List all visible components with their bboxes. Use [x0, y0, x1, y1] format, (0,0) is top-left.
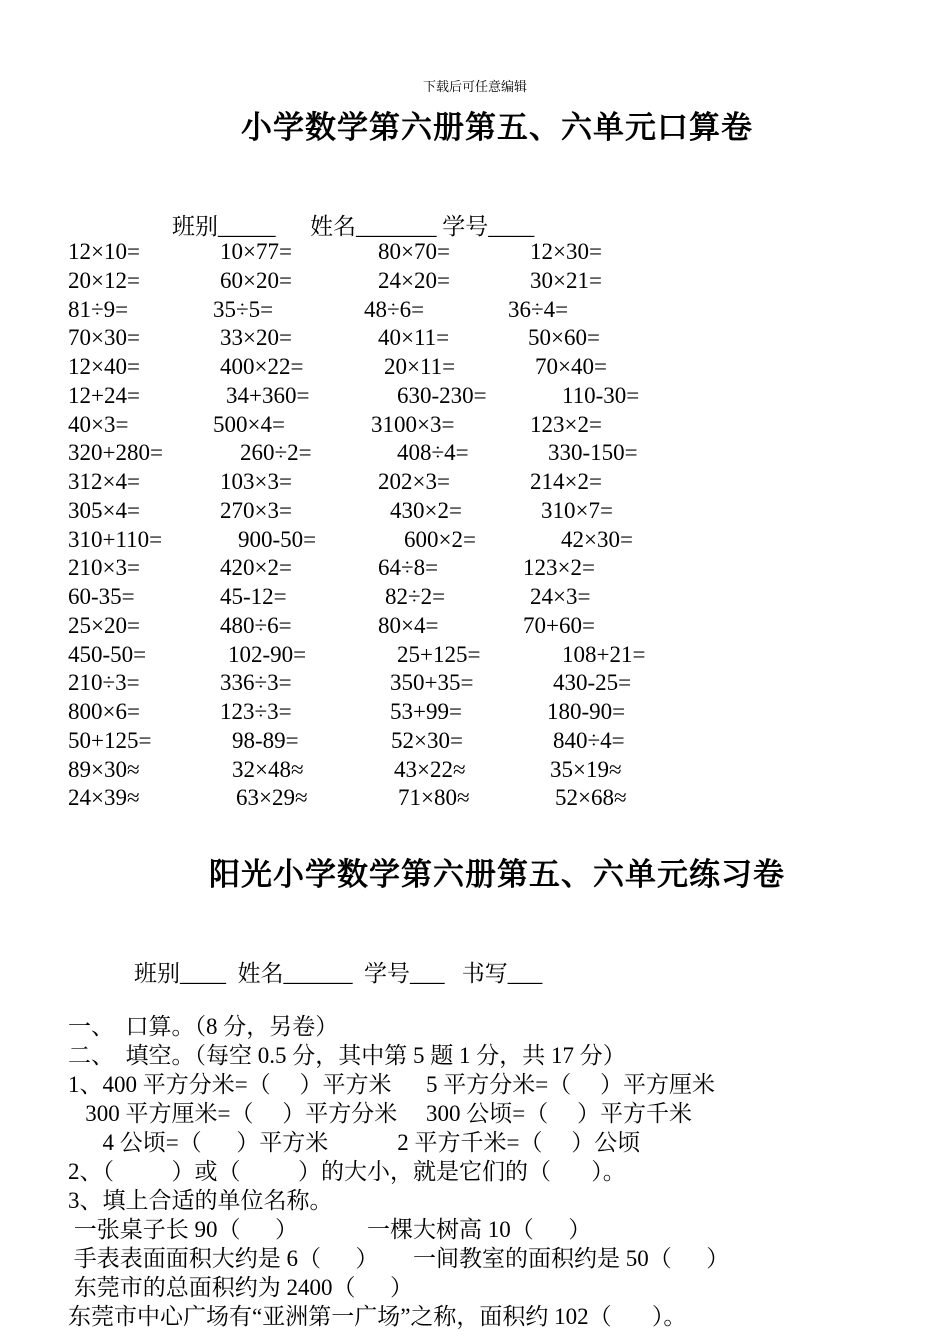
oral-problem: 310×7=: [541, 497, 613, 523]
oral-row: [0, 238, 950, 267]
oral-problem: 305×4=: [68, 497, 140, 523]
oral-problem: 48÷6=: [364, 296, 425, 322]
oral-problem: 24×39≈: [68, 785, 140, 811]
oral-problem: 320+280=: [68, 440, 163, 466]
question-line: 手表表面面积大约是 6（ ） 一间教室的面积约是 50（ ）: [68, 1246, 730, 1271]
oral-problem: 180-90=: [547, 699, 626, 724]
oral-problem: 400×22=: [220, 354, 304, 379]
question-line: 2、（ ）或（ ）的大小，就是它们的（ ）。: [68, 1159, 626, 1184]
oral-problem: 40×11=: [378, 325, 450, 351]
question-line: 东莞市中心广场有“亚洲第一广场”之称，面积约 102（ ）。: [68, 1304, 687, 1329]
oral-problem: 210÷3=: [68, 670, 140, 696]
oral-problem: 840÷4=: [553, 727, 625, 753]
oral-problem: 12×40=: [68, 354, 140, 379]
oral-problem: 42×30=: [561, 526, 633, 552]
oral-problem: 52×68≈: [555, 785, 627, 811]
question-line: 二、 填空。（每空 0.5 分，其中第 5 题 1 分，共 17 分）: [68, 1043, 626, 1068]
question-line: 4 公顷=（ ）平方米 2 平方千米=（ ）公顷: [68, 1130, 641, 1155]
oral-problem: 53+99=: [390, 699, 462, 724]
oral-problem: 60×20=: [220, 267, 292, 293]
oral-problem: 102-90=: [228, 641, 307, 667]
oral-row: [0, 784, 950, 813]
oral-problem: 350+35=: [390, 670, 474, 696]
oral-problem: 480÷6=: [220, 612, 292, 638]
oral-problem: 32×48≈: [232, 756, 304, 782]
practice-student-info: 班别____ 姓名______ 学号___ 书写___: [134, 961, 543, 986]
oral-problem: 70+60=: [523, 612, 595, 638]
oral-problem: 123×2=: [523, 555, 595, 581]
oral-problem: 20×11=: [384, 354, 456, 379]
oral-problem: 110-30=: [562, 382, 640, 408]
oral-row: [0, 468, 950, 497]
oral-row: [0, 641, 950, 670]
oral-problem: 408÷4=: [397, 440, 469, 466]
oral-problem: 98-89=: [232, 727, 299, 753]
oral-problem: 80×70=: [378, 239, 450, 264]
oral-row: [0, 554, 950, 583]
oral-problem: 450-50=: [68, 641, 147, 667]
question-line: 一、 口算。（8 分，另卷）: [68, 1014, 339, 1039]
oral-problem: 36÷4=: [508, 296, 569, 322]
oral-problem: 25×20=: [68, 612, 140, 638]
oral-row: [0, 497, 950, 526]
oral-row: [0, 353, 950, 382]
oral-problem: 25+125=: [397, 641, 481, 667]
practice-questions: [68, 1012, 930, 1331]
question-line: 东莞市的总面积约为 2400（ ）: [68, 1275, 413, 1300]
oral-problem: 35×19≈: [550, 756, 622, 782]
oral-problem: 420×2=: [220, 555, 292, 581]
oral-problem: 20×12=: [68, 267, 140, 293]
oral-problem: 108+21=: [562, 641, 646, 667]
oral-problem: 103×3=: [220, 469, 292, 494]
oral-row: [0, 612, 950, 641]
oral-problem: 123×2=: [530, 411, 602, 437]
oral-problem: 35÷5=: [213, 296, 274, 322]
oral-problem-grid: [0, 238, 950, 813]
oral-problem: 43×22≈: [394, 756, 466, 782]
oral-problem: 430-25=: [553, 670, 632, 696]
oral-row: [0, 669, 950, 698]
oral-problem: 71×80≈: [398, 785, 470, 811]
oral-problem: 70×30=: [68, 325, 140, 351]
oral-problem: 800×6=: [68, 699, 140, 724]
oral-problem: 34+360=: [226, 382, 310, 408]
oral-problem: 500×4=: [213, 411, 285, 437]
oral-row: [0, 526, 950, 555]
oral-problem: 80×4=: [378, 612, 439, 638]
oral-problem: 33×20=: [220, 325, 292, 351]
oral-row: [0, 267, 950, 296]
oral-problem: 630-230=: [397, 382, 487, 408]
question-line: 3、填上合适的单位名称。: [68, 1188, 333, 1213]
oral-test-title: 小学数学第六册第五、六单元口算卷: [241, 110, 753, 145]
question-line: 一张桌子长 90（ ） 一棵大树高 10（ ）: [68, 1217, 592, 1242]
oral-problem: 81÷9=: [68, 296, 129, 322]
oral-problem: 210×3=: [68, 555, 140, 581]
oral-problem: 89×30≈: [68, 756, 140, 782]
oral-problem: 40×3=: [68, 411, 129, 437]
oral-problem: 10×77=: [220, 239, 292, 264]
oral-row: [0, 698, 950, 727]
oral-problem: 63×29≈: [236, 785, 308, 811]
oral-problem: 336÷3=: [220, 670, 292, 696]
oral-problem: 50×60=: [528, 325, 600, 351]
oral-problem: 70×40=: [535, 354, 607, 379]
oral-row: [0, 727, 950, 756]
oral-problem: 12+24=: [68, 382, 140, 408]
oral-problem: 24×3=: [530, 584, 591, 609]
oral-row: [0, 439, 950, 468]
oral-row: [0, 324, 950, 353]
question-line: 1、400 平方分米=（ ）平方米 5 平方分米=（ ）平方厘米: [68, 1072, 715, 1097]
oral-problem: 260÷2=: [240, 440, 312, 466]
oral-problem: 12×10=: [68, 239, 140, 264]
oral-problem: 24×20=: [378, 267, 450, 293]
oral-problem: 45-12=: [220, 584, 287, 609]
oral-row: [0, 296, 950, 325]
oral-problem: 82÷2=: [385, 584, 446, 609]
oral-problem: 214×2=: [530, 469, 602, 494]
oral-problem: 202×3=: [378, 469, 450, 494]
oral-problem: 312×4=: [68, 469, 140, 494]
oral-problem: 430×2=: [390, 497, 462, 523]
oral-problem: 270×3=: [220, 497, 292, 523]
oral-row: [0, 756, 950, 785]
oral-problem: 60-35=: [68, 584, 135, 609]
oral-problem: 900-50=: [238, 526, 317, 552]
question-line: 300 平方厘米=（ ）平方分米 300 公顷=（ ）平方千米: [68, 1101, 692, 1126]
oral-problem: 310+110=: [68, 526, 163, 552]
oral-problem: 50+125=: [68, 727, 152, 753]
oral-problem: 123÷3=: [220, 699, 292, 724]
oral-row: [0, 411, 950, 440]
oral-row: [0, 382, 950, 411]
oral-row: [0, 583, 950, 612]
oral-problem: 30×21=: [530, 267, 602, 293]
oral-student-info: 班别_____ 姓名_______ 学号____: [172, 214, 535, 239]
oral-problem: 330-150=: [548, 440, 638, 466]
oral-problem: 600×2=: [404, 526, 476, 552]
practice-test-title: 阳光小学数学第六册第五、六单元练习卷: [209, 857, 785, 892]
oral-problem: 3100×3=: [371, 411, 455, 437]
oral-problem: 12×30=: [530, 239, 602, 264]
header-note: 下载后可任意编辑: [422, 79, 527, 94]
oral-problem: 64÷8=: [378, 555, 439, 581]
oral-problem: 52×30=: [391, 727, 463, 753]
